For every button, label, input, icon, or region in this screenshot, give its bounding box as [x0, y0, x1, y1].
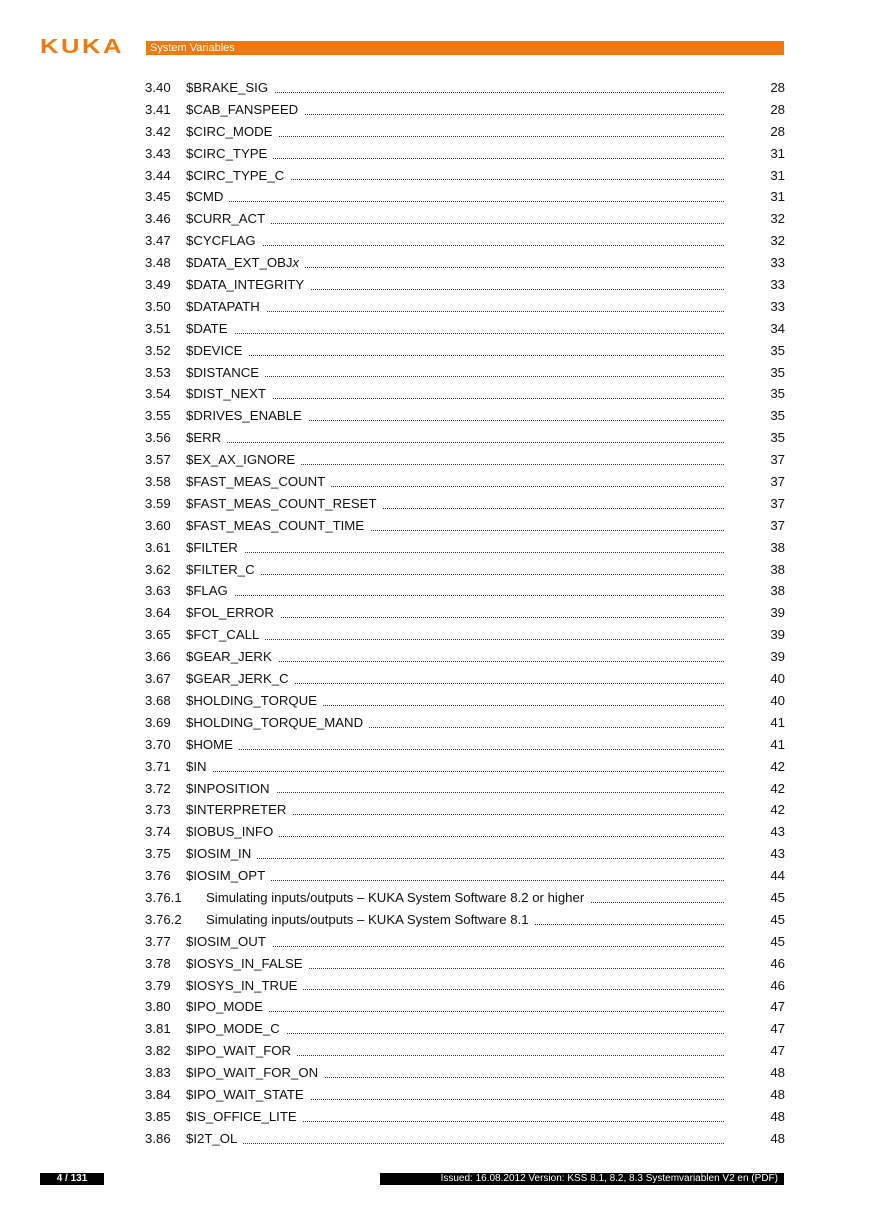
toc-entry-page: 38: [770, 561, 785, 577]
toc-entry-number: 3.63: [145, 583, 171, 599]
toc-entry-page: 38: [770, 583, 785, 599]
dot-leader: [186, 201, 724, 202]
toc-entry-title-wrap: [186, 646, 724, 668]
toc-entry-title: $IPO_WAIT_FOR_ON: [186, 1065, 324, 1080]
toc-entry[interactable]: [145, 1084, 785, 1106]
toc-entry-number: 3.72: [145, 780, 171, 796]
toc-entry-title: $FCT_CALL: [186, 627, 265, 642]
toc-entry-number: 3.43: [145, 145, 171, 161]
toc-entry-title-wrap: [186, 362, 724, 384]
toc-entry-title: $HOLDING_TORQUE_MAND: [186, 715, 369, 730]
toc-entry-page: 42: [770, 802, 785, 818]
toc-entry[interactable]: [145, 975, 785, 997]
toc-entry[interactable]: [145, 77, 785, 99]
toc-entry[interactable]: [145, 165, 785, 187]
toc-entry-title: $IPO_MODE: [186, 999, 269, 1014]
toc-entry-title: $DATA_EXT_OBJx: [186, 255, 305, 270]
toc-entry[interactable]: [145, 383, 785, 405]
toc-entry-page: 44: [770, 868, 785, 884]
toc-entry-number: 3.46: [145, 211, 171, 227]
toc-entry-title: $IOSIM_OPT: [186, 868, 271, 883]
toc-entry[interactable]: [145, 340, 785, 362]
toc-entry-title: $IPO_WAIT_STATE: [186, 1087, 310, 1102]
toc-entry-title: $I2T_OL: [186, 1131, 243, 1146]
toc-entry-title-wrap: [186, 756, 724, 778]
toc-entry-title-wrap: [186, 975, 724, 997]
toc-entry-number: 3.76.2: [145, 911, 182, 927]
toc-entry[interactable]: [145, 1018, 785, 1040]
toc-entry-page: 42: [770, 758, 785, 774]
toc-entry-title: $DIST_NEXT: [186, 386, 272, 401]
toc-entry-title-wrap: [186, 230, 724, 252]
dot-leader: [186, 245, 724, 246]
toc-entry[interactable]: [145, 778, 785, 800]
toc-entry-page: 37: [770, 452, 785, 468]
toc-entry-title-wrap: [186, 843, 724, 865]
toc-entry-number: 3.74: [145, 824, 171, 840]
toc-entry-number: 3.71: [145, 758, 171, 774]
toc-entry-title-wrap: [186, 996, 724, 1018]
toc-entry-page: 47: [770, 1021, 785, 1037]
toc-entry-number: 3.70: [145, 736, 171, 752]
toc-entry-number: 3.78: [145, 955, 171, 971]
dot-leader: [186, 1143, 724, 1144]
toc-entry[interactable]: [145, 843, 785, 865]
toc-entry-number: 3.50: [145, 298, 171, 314]
toc-entry[interactable]: [145, 515, 785, 537]
toc-entry-page: 33: [770, 255, 785, 271]
toc-entry-number: 3.42: [145, 123, 171, 139]
toc-entry-page: 40: [770, 671, 785, 687]
toc-entry-title-wrap: [186, 865, 724, 887]
toc-entry-number: 3.57: [145, 452, 171, 468]
toc-entry-number: 3.45: [145, 189, 171, 205]
toc-entry[interactable]: [145, 1062, 785, 1084]
toc-entry-title-wrap: [186, 953, 724, 975]
toc-entry-title: $IS_OFFICE_LITE: [186, 1109, 303, 1124]
toc-entry-number: 3.84: [145, 1086, 171, 1102]
toc-entry-title-wrap: [186, 799, 724, 821]
toc-entry[interactable]: [145, 1040, 785, 1062]
toc-entry-number: 3.51: [145, 320, 171, 336]
toc-entry-title: $HOME: [186, 737, 239, 752]
toc-entry[interactable]: [145, 230, 785, 252]
toc-entry-title: $CIRC_MODE: [186, 124, 278, 139]
toc-entry[interactable]: [145, 996, 785, 1018]
toc-entry-page: 33: [770, 277, 785, 293]
toc-entry-title: Simulating inputs/outputs – KUKA System Software 8.2 or higher: [206, 890, 590, 905]
toc-entry-page: 33: [770, 298, 785, 314]
toc-entry-title: $HOLDING_TORQUE: [186, 693, 323, 708]
toc-entry-page: 28: [770, 101, 785, 117]
toc-entry-title: $ERR: [186, 430, 227, 445]
toc-entry[interactable]: [145, 953, 785, 975]
toc-entry-title: $DRIVES_ENABLE: [186, 408, 308, 423]
dot-leader: [186, 639, 724, 640]
toc-entry-page: 35: [770, 386, 785, 402]
toc-entry[interactable]: [145, 712, 785, 734]
toc-entry-page: 31: [770, 145, 785, 161]
toc-entry-number: 3.53: [145, 364, 171, 380]
dot-leader: [186, 858, 724, 859]
toc-entry-title: $DISTANCE: [186, 365, 265, 380]
toc-entry-title: $FILTER_C: [186, 562, 261, 577]
toc-entry-number: 3.73: [145, 802, 171, 818]
toc-entry-number: 3.59: [145, 495, 171, 511]
toc-entry-page: 34: [770, 320, 785, 336]
toc-entry-title-wrap: [186, 537, 724, 559]
toc-entry-title-wrap: [186, 624, 724, 646]
toc-entry-title-wrap: [186, 252, 724, 274]
toc-entry-page: 43: [770, 824, 785, 840]
toc-entry-number: 3.61: [145, 539, 171, 555]
toc-entry-title-wrap: [206, 909, 724, 931]
toc-entry-number: 3.80: [145, 999, 171, 1015]
toc-entry[interactable]: [145, 493, 785, 515]
toc-entry-title: $IOSIM_IN: [186, 846, 257, 861]
toc-entry-page: 32: [770, 233, 785, 249]
toc-entry[interactable]: [145, 318, 785, 340]
toc-entry-number: 3.81: [145, 1021, 171, 1037]
toc-entry-title: $DATAPATH: [186, 299, 266, 314]
toc-entry-number: 3.77: [145, 933, 171, 949]
toc-entry-title: $CIRC_TYPE: [186, 146, 273, 161]
toc-entry[interactable]: [145, 756, 785, 778]
toc-entry[interactable]: [145, 99, 785, 121]
dot-leader: [186, 376, 724, 377]
kuka-logo: [40, 36, 126, 58]
toc-entry-page: 48: [770, 1108, 785, 1124]
toc-entry-page: 37: [770, 474, 785, 490]
toc-entry-title: $IOSIM_OUT: [186, 934, 272, 949]
toc-entry-title: $FOL_ERROR: [186, 605, 280, 620]
toc-entry[interactable]: [145, 208, 785, 230]
header-bar: [146, 41, 784, 55]
toc-entry-number: 3.66: [145, 649, 171, 665]
toc-entry-page: 45: [770, 889, 785, 905]
toc-entry-title-wrap: [186, 296, 724, 318]
toc-entry-page: 38: [770, 539, 785, 555]
toc-entry-title: $FLAG: [186, 583, 234, 598]
toc-entry-page: 37: [770, 517, 785, 533]
toc-entry-title: $FAST_MEAS_COUNT_RESET: [186, 496, 383, 511]
footer-page-indicator: [40, 1173, 104, 1185]
toc-entry-title: $IOSYS_IN_FALSE: [186, 956, 309, 971]
toc-entry-title-wrap: [186, 668, 724, 690]
dot-leader: [186, 311, 724, 312]
toc-entry-number: 3.76.1: [145, 889, 182, 905]
toc-entry-title: $IN: [186, 759, 213, 774]
toc-entry-title-wrap: [186, 559, 724, 581]
toc-entry[interactable]: [145, 690, 785, 712]
toc-entry-number: 3.40: [145, 80, 171, 95]
toc-entry[interactable]: [145, 186, 785, 208]
toc-entry-page: 39: [770, 649, 785, 665]
toc-entry[interactable]: [145, 1106, 785, 1128]
toc-entry-page: 28: [770, 123, 785, 139]
toc-entry-title: $IPO_WAIT_FOR: [186, 1043, 297, 1058]
toc-subentry[interactable]: [145, 909, 785, 931]
toc-entry-title-wrap: [186, 602, 724, 624]
toc-entry-page: 42: [770, 780, 785, 796]
dot-leader: [186, 333, 724, 334]
toc-entry-page: 40: [770, 692, 785, 708]
toc-entry-title-wrap: [186, 1018, 724, 1040]
toc-entry-page: 35: [770, 408, 785, 424]
toc-entry-number: 3.58: [145, 474, 171, 490]
toc-entry-number: 3.47: [145, 233, 171, 249]
toc-entry-page: 48: [770, 1065, 785, 1081]
toc-entry-title: $IOBUS_INFO: [186, 824, 279, 839]
toc-entry-number: 3.55: [145, 408, 171, 424]
toc-entry[interactable]: [145, 624, 785, 646]
toc-entry-number: 3.54: [145, 386, 171, 402]
toc-entry-title-wrap: [186, 1128, 724, 1150]
toc-entry-page: 46: [770, 977, 785, 993]
toc-entry-title-wrap: [186, 77, 724, 99]
toc-entry-title: $CURR_ACT: [186, 211, 271, 226]
toc-entry-title: $CIRC_TYPE_C: [186, 168, 290, 183]
toc-entry-title-wrap: [186, 778, 724, 800]
toc-entry-number: 3.41: [145, 101, 171, 117]
toc-entry-number: 3.56: [145, 430, 171, 446]
toc-entry-number: 3.48: [145, 255, 171, 271]
toc-entry-title-wrap: [186, 427, 724, 449]
toc-entry-number: 3.67: [145, 671, 171, 687]
toc-entry-title: $IPO_MODE_C: [186, 1021, 286, 1036]
toc-entry[interactable]: [145, 471, 785, 493]
toc-entry-number: 3.85: [145, 1108, 171, 1124]
toc-entry-title: $DATA_INTEGRITY: [186, 277, 310, 292]
toc-entry-page: 31: [770, 167, 785, 183]
toc-entry-title-wrap: [186, 405, 724, 427]
toc-entry-number: 3.60: [145, 517, 171, 533]
toc-entry-title-wrap: [186, 1106, 724, 1128]
toc-entry-title-wrap: [186, 1040, 724, 1062]
toc-entry-number: 3.79: [145, 977, 171, 993]
table-of-contents: [145, 77, 785, 1150]
toc-entry-title: $DATE: [186, 321, 234, 336]
toc-entry[interactable]: [145, 580, 785, 602]
toc-entry-title: $FAST_MEAS_COUNT_TIME: [186, 518, 370, 533]
toc-entry[interactable]: [145, 252, 785, 274]
toc-entry-title-wrap: [186, 734, 724, 756]
toc-entry[interactable]: [145, 821, 785, 843]
toc-entry[interactable]: [145, 646, 785, 668]
toc-entry-title-wrap: [186, 99, 724, 121]
toc-entry-page: 39: [770, 627, 785, 643]
toc-entry-title-wrap: [186, 1084, 724, 1106]
toc-entry[interactable]: [145, 931, 785, 953]
toc-entry[interactable]: [145, 865, 785, 887]
toc-entry-title-wrap: [186, 208, 724, 230]
toc-entry-page: 28: [770, 80, 785, 95]
issued-text: Issued: 16.08.2012 Version: KSS 8.1, 8.2, 8.3 Systemvariablen V2 en (PDF): [440, 1173, 778, 1184]
toc-entry-number: 3.83: [145, 1065, 171, 1081]
toc-entry[interactable]: [145, 121, 785, 143]
toc-entry-title-wrap: [186, 515, 724, 537]
toc-subentry[interactable]: [145, 887, 785, 909]
toc-entry-title-wrap: [186, 821, 724, 843]
toc-entry-page: 35: [770, 430, 785, 446]
page-number: 4 / 131: [56, 1173, 88, 1184]
header-title: System Variables: [150, 42, 235, 54]
dot-leader: [186, 442, 724, 443]
toc-entry-title-wrap: [186, 931, 724, 953]
toc-entry-title-wrap: [186, 340, 724, 362]
toc-entry-title-wrap: [186, 580, 724, 602]
toc-entry-page: 41: [770, 736, 785, 752]
toc-entry-page: 48: [770, 1130, 785, 1146]
toc-entry[interactable]: [145, 274, 785, 296]
toc-entry-title-wrap: [206, 887, 724, 909]
toc-entry-title-wrap: [186, 449, 724, 471]
toc-entry-title: $IOSYS_IN_TRUE: [186, 978, 303, 993]
toc-entry-title-wrap: [186, 186, 724, 208]
toc-entry-title-wrap: [186, 143, 724, 165]
toc-entry-title: $CYCFLAG: [186, 233, 262, 248]
toc-entry-page: 31: [770, 189, 785, 205]
toc-entry-title: $BRAKE_SIG: [186, 80, 274, 95]
toc-entry-number: 3.49: [145, 277, 171, 293]
toc-entry-title: $CAB_FANSPEED: [186, 102, 304, 117]
toc-entry-title-wrap: [186, 1062, 724, 1084]
toc-entry-number: 3.86: [145, 1130, 171, 1146]
toc-entry-number: 3.62: [145, 561, 171, 577]
toc-entry[interactable]: [145, 427, 785, 449]
toc-entry-page: 41: [770, 714, 785, 730]
dot-leader: [186, 574, 724, 575]
toc-entry-page: 46: [770, 955, 785, 971]
toc-entry-number: 3.75: [145, 846, 171, 862]
dot-leader: [186, 771, 724, 772]
toc-entry-number: 3.52: [145, 342, 171, 358]
toc-entry[interactable]: [145, 602, 785, 624]
toc-entry-title: $INPOSITION: [186, 781, 276, 796]
toc-entry-title-wrap: [186, 274, 724, 296]
toc-entry-number: 3.68: [145, 692, 171, 708]
toc-entry-title: $DEVICE: [186, 343, 248, 358]
toc-entry-number: 3.69: [145, 714, 171, 730]
toc-entry-title-wrap: [186, 471, 724, 493]
toc-entry-title: $EX_AX_IGNORE: [186, 452, 301, 467]
toc-entry[interactable]: [145, 559, 785, 581]
toc-entry-title: $CMD: [186, 189, 229, 204]
toc-entry-title: $GEAR_JERK: [186, 649, 278, 664]
toc-entry-title-wrap: [186, 383, 724, 405]
toc-entry-title-wrap: [186, 121, 724, 143]
dot-leader: [186, 595, 724, 596]
toc-entry[interactable]: [145, 449, 785, 471]
toc-entry[interactable]: [145, 734, 785, 756]
toc-entry-number: 3.76: [145, 868, 171, 884]
toc-entry-page: 43: [770, 846, 785, 862]
toc-entry-title: $FAST_MEAS_COUNT: [186, 474, 331, 489]
toc-entry-page: 47: [770, 1043, 785, 1059]
toc-entry-title: $FILTER: [186, 540, 244, 555]
toc-entry-page: 45: [770, 933, 785, 949]
toc-entry[interactable]: [145, 362, 785, 384]
toc-entry-page: 48: [770, 1086, 785, 1102]
toc-entry[interactable]: [145, 799, 785, 821]
toc-entry[interactable]: [145, 1128, 785, 1150]
toc-entry[interactable]: [145, 296, 785, 318]
toc-entry-number: 3.82: [145, 1043, 171, 1059]
toc-entry-page: 39: [770, 605, 785, 621]
toc-entry-number: 3.65: [145, 627, 171, 643]
dot-leader: [186, 749, 724, 750]
toc-entry-page: 32: [770, 211, 785, 227]
footer-issued-bar: [380, 1173, 784, 1185]
toc-entry-title-wrap: [186, 690, 724, 712]
dot-leader: [186, 355, 724, 356]
toc-entry-page: 47: [770, 999, 785, 1015]
toc-entry-title: $GEAR_JERK_C: [186, 671, 295, 686]
dot-leader: [186, 552, 724, 553]
toc-entry-page: 45: [770, 911, 785, 927]
toc-entry-page: 37: [770, 495, 785, 511]
toc-entry-page: 35: [770, 342, 785, 358]
toc-entry-title-wrap: [186, 712, 724, 734]
toc-entry[interactable]: [145, 143, 785, 165]
toc-entry-page: 35: [770, 364, 785, 380]
kuka-logo-text: KUKA: [40, 36, 124, 58]
toc-entry-title: $INTERPRETER: [186, 802, 292, 817]
toc-entry-number: 3.44: [145, 167, 171, 183]
toc-entry-title: Simulating inputs/outputs – KUKA System Software 8.1: [206, 912, 535, 927]
toc-entry[interactable]: [145, 405, 785, 427]
toc-entry[interactable]: [145, 537, 785, 559]
toc-entry-title-wrap: [186, 165, 724, 187]
toc-entry-number: 3.64: [145, 605, 171, 621]
toc-entry[interactable]: [145, 668, 785, 690]
toc-entry-title-wrap: [186, 318, 724, 340]
toc-entry-title-wrap: [186, 493, 724, 515]
